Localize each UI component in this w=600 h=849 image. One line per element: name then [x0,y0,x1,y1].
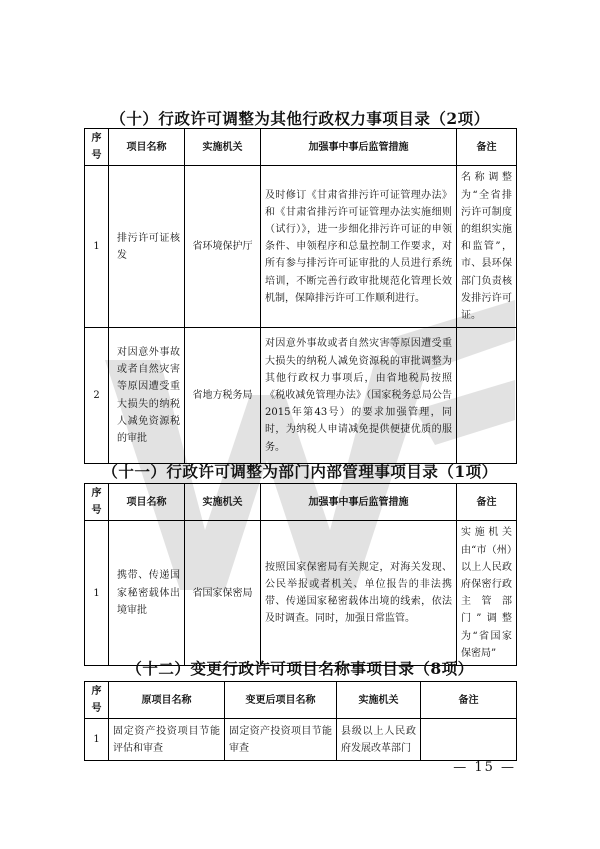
cell-measures: 及时修订《甘肃省排污许可证管理办法》和《甘肃省排污许可证管理办法实施细则（试行）》，进一步细化排污许可证的申领条件、申领程序和总量控制工作要求，对所有参与排污许可证审批的人员进行系统培训，不断完善行政审批规范化管理长效机制，保障排污许可工作顺利进行。 [261,166,457,328]
cell-name: 对因意外事故或者自然灾害等原因遭受重大损失的纳税人减免资源税的审批 [109,328,185,464]
cell-name: 携带、传递国家秘密载体出境审批 [109,521,185,666]
table-header-row [85,682,517,719]
header-measures: 加强事中事后监管措施 [261,129,457,166]
cell-no: 1 [85,521,109,666]
header-remark: 备注 [421,682,517,719]
cell-agency: 省地方税务局 [185,328,261,464]
cell-no: 1 [85,166,109,328]
table-row [85,166,517,328]
section-title-10: （十）行政许可调整为其他行政权力事项目录（2项） [110,109,490,128]
cell-no: 2 [85,328,109,464]
cell-remark: 名称调整为“全省排污许可制度的组织实施和监管”，市、县环保部门负责核发排污许可证。 [457,166,517,328]
header-remark: 备注 [457,484,517,521]
cell-remark: 实施机关由“市（州）以上人民政府保密行政主管部门”调整为“省国家保密局” [457,521,517,666]
cell-old-name: 固定资产投资项目节能评估和审查 [109,719,225,761]
header-no: 序号 [85,129,109,166]
table-section-11 [84,483,517,666]
table-row [85,719,517,761]
header-no: 序号 [85,484,109,521]
header-name: 项目名称 [109,484,185,521]
table-row [85,328,517,464]
header-agency: 实施机关 [337,682,421,719]
table-header-row [85,129,517,166]
section-title-11: （十一）行政许可调整为部门内部管理事项目录（1项） [102,462,498,481]
header-new-name: 变更后项目名称 [225,682,337,719]
cell-remark [457,328,517,464]
cell-remark [421,719,517,761]
cell-no: 1 [85,719,109,761]
page-number: — 15 — [453,760,516,775]
cell-agency: 省环境保护厅 [185,166,261,328]
table-section-12 [84,681,517,761]
cell-measures: 按照国家保密局有关规定，对海关发现、公民举报或者机关、单位报告的非法携带、传递国家秘密载体出境的线索，依法及时调查。同时，加强日常监管。 [261,521,457,666]
cell-measures: 对因意外事故或者自然灾害等原因遭受重大损失的纳税人减免资源税的审批调整为其他行政权力事项后，由省地税局按照《税收减免管理办法》（国家税务总局公告2015年第43号）的要求加强管理，同时，为纳税人申请减免提供便捷优质的服务。 [261,328,457,464]
header-name: 项目名称 [109,129,185,166]
header-measures: 加强事中事后监管措施 [261,484,457,521]
cell-agency: 省国家保密局 [185,521,261,666]
table-row [85,521,517,666]
header-remark: 备注 [457,129,517,166]
table-section-10 [84,128,517,464]
header-agency: 实施机关 [185,484,261,521]
cell-new-name: 固定资产投资项目节能审查 [225,719,337,761]
header-agency: 实施机关 [185,129,261,166]
cell-name: 排污许可证核发 [109,166,185,328]
section-title-12: （十二）变更行政许可项目名称事项目录（8项） [126,659,474,678]
cell-agency: 县级以上人民政府发展改革部门 [337,719,421,761]
header-no: 序号 [85,682,109,719]
header-old-name: 原项目名称 [109,682,225,719]
table-header-row [85,484,517,521]
